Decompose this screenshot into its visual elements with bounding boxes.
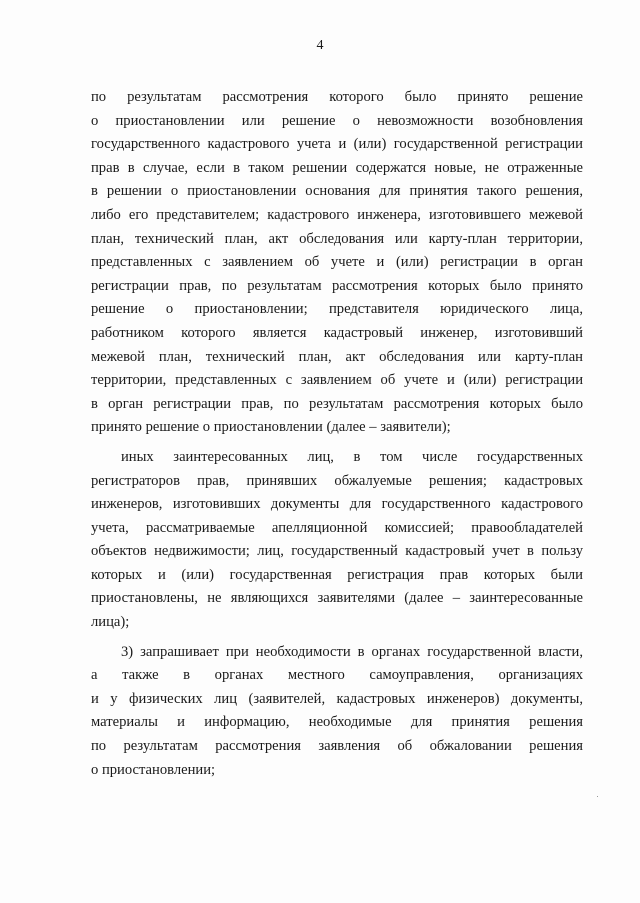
text-line: объектов недвижимости; лиц, государственный кадастровый учет в пользу xyxy=(91,543,583,560)
text-line: о приостановлении; xyxy=(91,761,216,778)
scan-speck xyxy=(597,796,598,797)
paragraph-2 xyxy=(91,446,583,635)
text-line: план, технический план, акт обследования или карту-план территории, xyxy=(91,230,583,247)
text-line: межевой план, технический план, акт обследования или карту-план xyxy=(91,348,583,365)
paragraph-1 xyxy=(91,86,583,440)
text-line: государственного кадастрового учета и (или) государственной регистрации xyxy=(91,136,583,153)
text-line: работником которого является кадастровый инженер, изготовивший xyxy=(91,324,583,341)
text-line: иных заинтересованных лиц, в том числе государственных xyxy=(121,448,583,465)
text-line: решение о приостановлении; представителя юридического лица, xyxy=(91,301,583,318)
text-line: которых и (или) государственная регистрация прав которых были xyxy=(91,566,583,583)
page-number: 4 xyxy=(316,38,324,53)
text-line: 3) запрашивает при необходимости в органах государственной власти, xyxy=(121,643,583,660)
text-line: по результатам рассмотрения которого было принято решение xyxy=(91,89,583,105)
text-line: регистрации прав, по результатам рассмотрения которых было принято xyxy=(91,277,583,294)
text-line: регистраторов прав, принявших обжалуемые решения; кадастровых xyxy=(91,472,583,489)
text-line: в решении о приостановлении основания для принятия такого решения, xyxy=(91,183,583,200)
text-line: приостановлены, не являющихся заявителями (далее – заинтересованные xyxy=(91,590,583,607)
paragraph-3 xyxy=(91,641,583,783)
text-line: инженеров, изготовивших документы для государственного кадастрового xyxy=(91,496,583,513)
text-line: принято решение о приостановлении (далее – заявители); xyxy=(91,419,451,436)
text-line: либо его представителем; кадастрового инженера, изготовившего межевой xyxy=(91,206,583,223)
text-line: прав в случае, если в таком решении содержатся новые, не отраженные xyxy=(91,159,583,176)
text-line: и у физических лиц (заявителей, кадастровых инженеров) документы, xyxy=(91,690,583,707)
body-text xyxy=(91,86,583,782)
text-line: в орган регистрации прав, по результатам рассмотрения которых было xyxy=(91,395,583,412)
text-line: лица); xyxy=(91,614,130,631)
text-line: представленных с заявлением об учете и (или) регистрации в орган xyxy=(91,254,583,271)
text-line: территории, представленных с заявлением об учете и (или) регистрации xyxy=(91,372,583,389)
text-line: а также в органах местного самоуправления, организациях xyxy=(91,667,583,684)
text-line: учета, рассматриваемые апелляционной комиссией; правообладателей xyxy=(91,519,583,536)
text-line: о приостановлении или решение о невозможности возобновления xyxy=(91,112,583,129)
text-line: по результатам рассмотрения заявления об обжаловании решения xyxy=(91,738,583,755)
text-line: материалы и информацию, необходимые для принятия решения xyxy=(91,714,583,731)
